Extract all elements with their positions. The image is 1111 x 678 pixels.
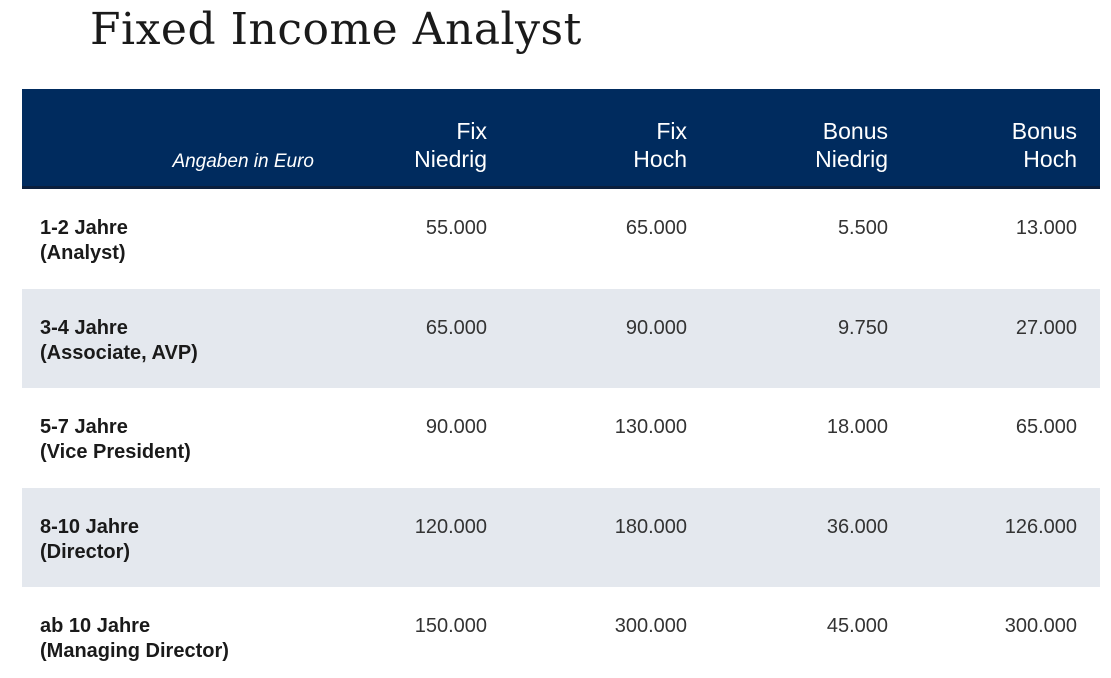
- column-header-fix-hoch: [487, 89, 687, 186]
- cell-fix-niedrig: 90.000: [425, 416, 487, 439]
- salary-table: [22, 89, 1100, 678]
- cell-bonus-niedrig: 9.750: [837, 316, 888, 339]
- cell-fix-niedrig: 65.000: [425, 316, 487, 339]
- cell-fix-hoch: 130.000: [614, 416, 687, 439]
- column-header-line: Bonus: [822, 118, 888, 144]
- cell-bonus-hoch: 65.000: [1015, 416, 1077, 439]
- cell-fix-niedrig: 120.000: [414, 515, 487, 538]
- row-label: [22, 289, 322, 389]
- table-row: [22, 289, 1100, 389]
- row-label: [22, 488, 322, 588]
- cell-fix-hoch: 90.000: [625, 316, 687, 339]
- cell-bonus-niedrig: 5.500: [837, 217, 888, 239]
- table-row: [22, 488, 1100, 588]
- cell-fix-hoch: 180.000: [614, 515, 687, 538]
- row-label-years: ab 10 Jahre: [40, 615, 151, 638]
- unit-note: Angaben in Euro: [172, 151, 314, 172]
- cell-bonus-hoch: 27.000: [1015, 316, 1077, 339]
- row-label-years: 5-7 Jahre: [40, 416, 128, 439]
- cell-bonus-niedrig: 45.000: [826, 615, 888, 638]
- row-label-years: 8-10 Jahre: [40, 515, 139, 538]
- row-label-title: (Associate, AVP): [40, 341, 198, 364]
- column-header-line: Niedrig: [414, 146, 487, 172]
- row-label: [22, 587, 322, 678]
- column-header-line: Fix: [456, 118, 487, 144]
- table-row: [22, 388, 1100, 488]
- cell-fix-niedrig: 55.000: [425, 217, 487, 239]
- column-header-bonus-niedrig: [687, 89, 888, 186]
- cell-bonus-hoch: 300.000: [1004, 615, 1077, 638]
- table-row: [22, 587, 1100, 678]
- cell-bonus-hoch: 13.000: [1015, 217, 1077, 239]
- page-title: Fixed Income Analyst: [90, 4, 582, 55]
- cell-bonus-niedrig: 18.000: [826, 416, 888, 439]
- column-header-fix-niedrig: [322, 89, 487, 186]
- row-label-title: (Managing Director): [40, 640, 229, 663]
- row-label: [22, 189, 322, 289]
- row-label-title: (Analyst): [40, 242, 126, 264]
- cell-bonus-hoch: 126.000: [1004, 515, 1077, 538]
- column-header-line: Fix: [656, 118, 687, 144]
- row-label: [22, 388, 322, 488]
- row-label-title: (Vice President): [40, 441, 191, 464]
- column-header-line: Niedrig: [815, 146, 888, 172]
- row-label-years: 3-4 Jahre: [40, 316, 128, 339]
- table-row: [22, 189, 1100, 289]
- cell-fix-hoch: 300.000: [614, 615, 687, 638]
- column-header-line: Hoch: [1023, 146, 1077, 172]
- column-header-line: Bonus: [1011, 118, 1077, 144]
- cell-fix-hoch: 65.000: [625, 217, 687, 239]
- column-header-line: Hoch: [633, 146, 687, 172]
- column-header-bonus-hoch: [888, 89, 1089, 186]
- row-label-title: (Director): [40, 540, 131, 563]
- row-label-years: 1-2 Jahre: [40, 217, 128, 239]
- cell-bonus-niedrig: 36.000: [826, 515, 888, 538]
- table-header: [22, 89, 1100, 189]
- cell-fix-niedrig: 150.000: [414, 615, 487, 638]
